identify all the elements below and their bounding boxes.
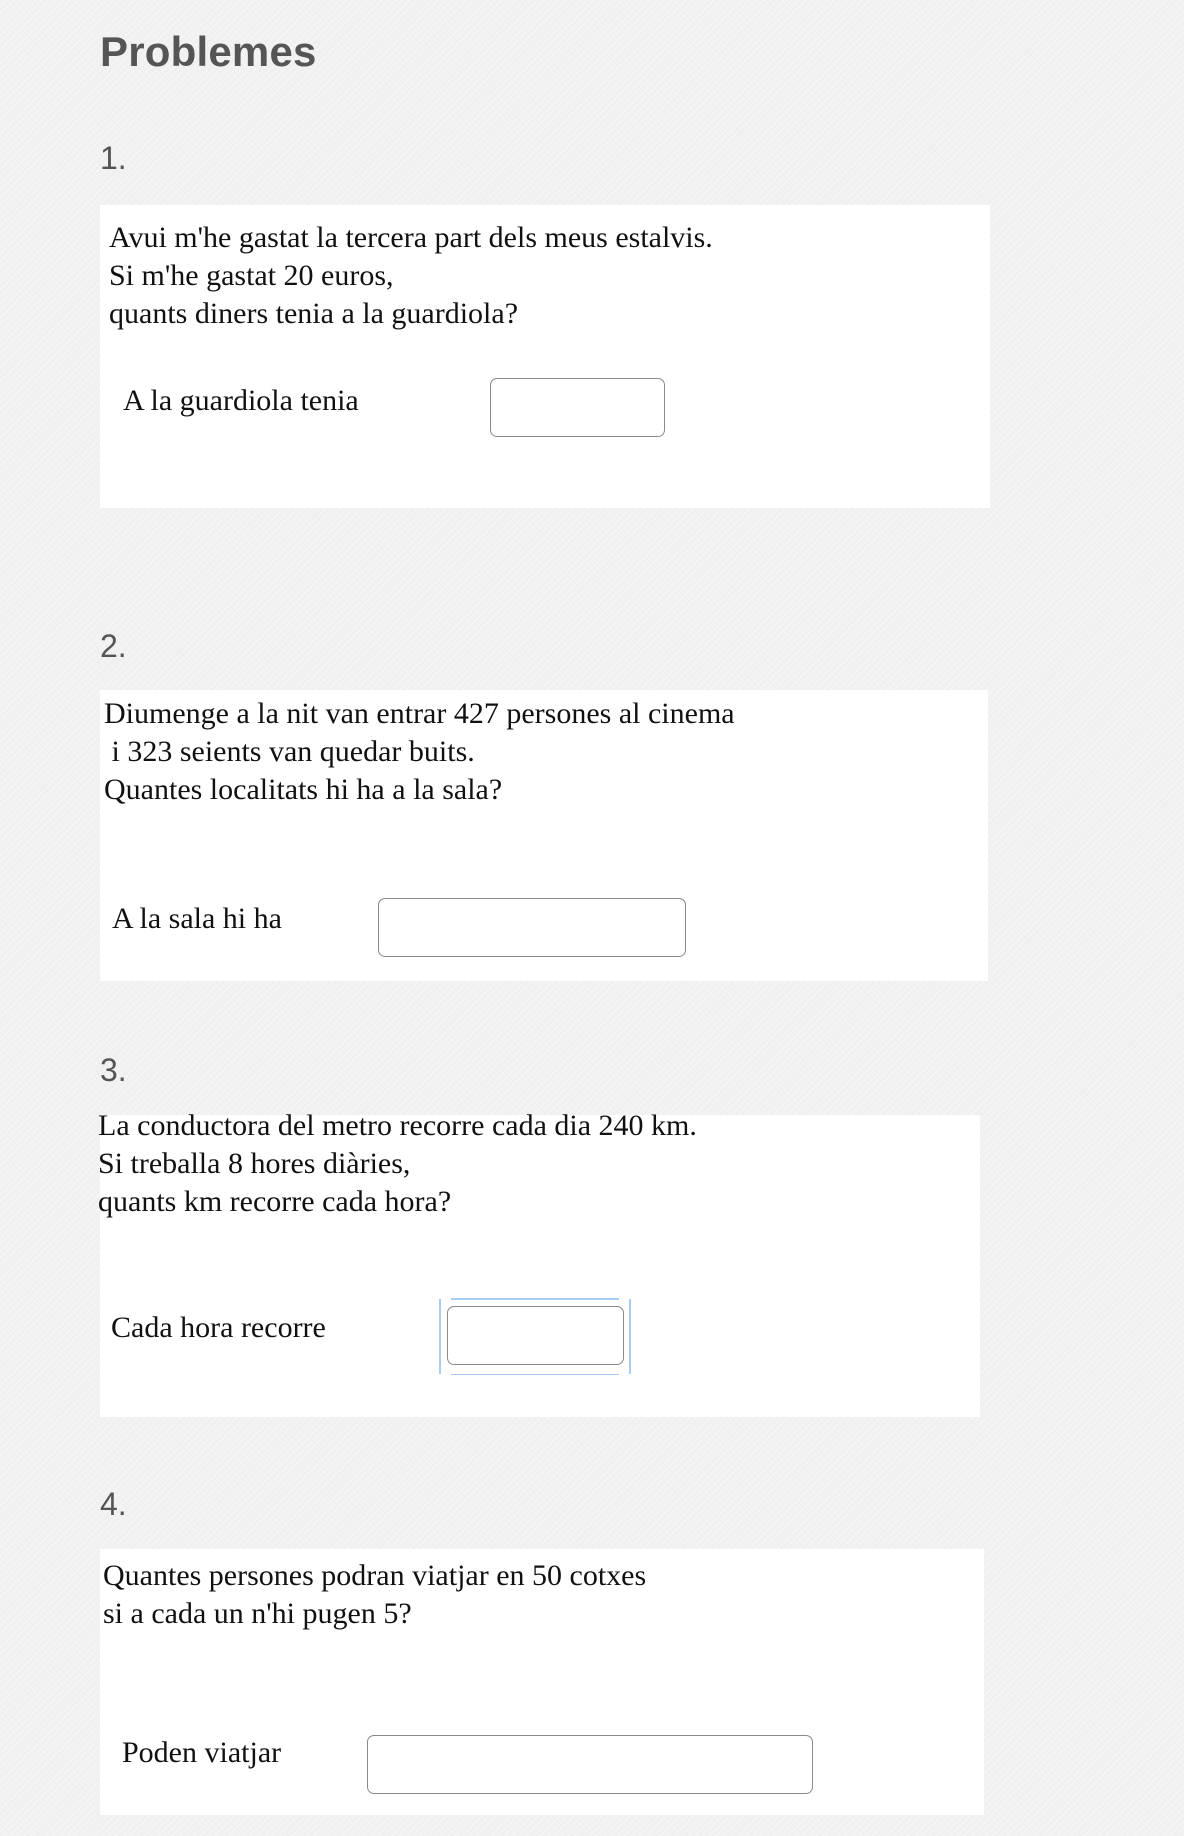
problem-question: La conductora del metro recorre cada dia 240 km. Si treballa 8 hores diàries, quants km recorre cada hora?: [98, 1109, 697, 1218]
answer-input[interactable]: [367, 1735, 813, 1794]
answer-label: Poden viatjar: [122, 1736, 282, 1769]
problem-card: [100, 1549, 984, 1815]
problem-number: 2.: [100, 628, 127, 664]
answer-input[interactable]: [490, 378, 665, 437]
problem-number: 4.: [100, 1486, 127, 1522]
problem-number: 3.: [100, 1052, 127, 1088]
answer-label: A la guardiola tenia: [123, 384, 359, 417]
problem-question: Quantes persones podran viatjar en 50 cotxes si a cada un n'hi pugen 5?: [103, 1559, 647, 1630]
page-title: Problemes: [100, 28, 317, 75]
problem-card: [100, 690, 988, 981]
problem-number: 1.: [100, 140, 127, 176]
answer-label: Cada hora recorre: [111, 1311, 326, 1344]
answer-label: A la sala hi ha: [112, 902, 282, 935]
problem-question: Diumenge a la nit van entrar 427 persones al cinema i 323 seients van quedar buits. Quantes localitats hi ha a la sala?: [104, 697, 735, 806]
problem-question: Avui m'he gastat la tercera part dels meus estalvis. Si m'he gastat 20 euros, quants diners tenia a la guardiola?: [109, 221, 713, 330]
answer-input[interactable]: [378, 898, 686, 957]
problem-card: [100, 205, 990, 508]
problem-card: [98, 1109, 980, 1417]
answer-input[interactable]: [447, 1306, 624, 1365]
